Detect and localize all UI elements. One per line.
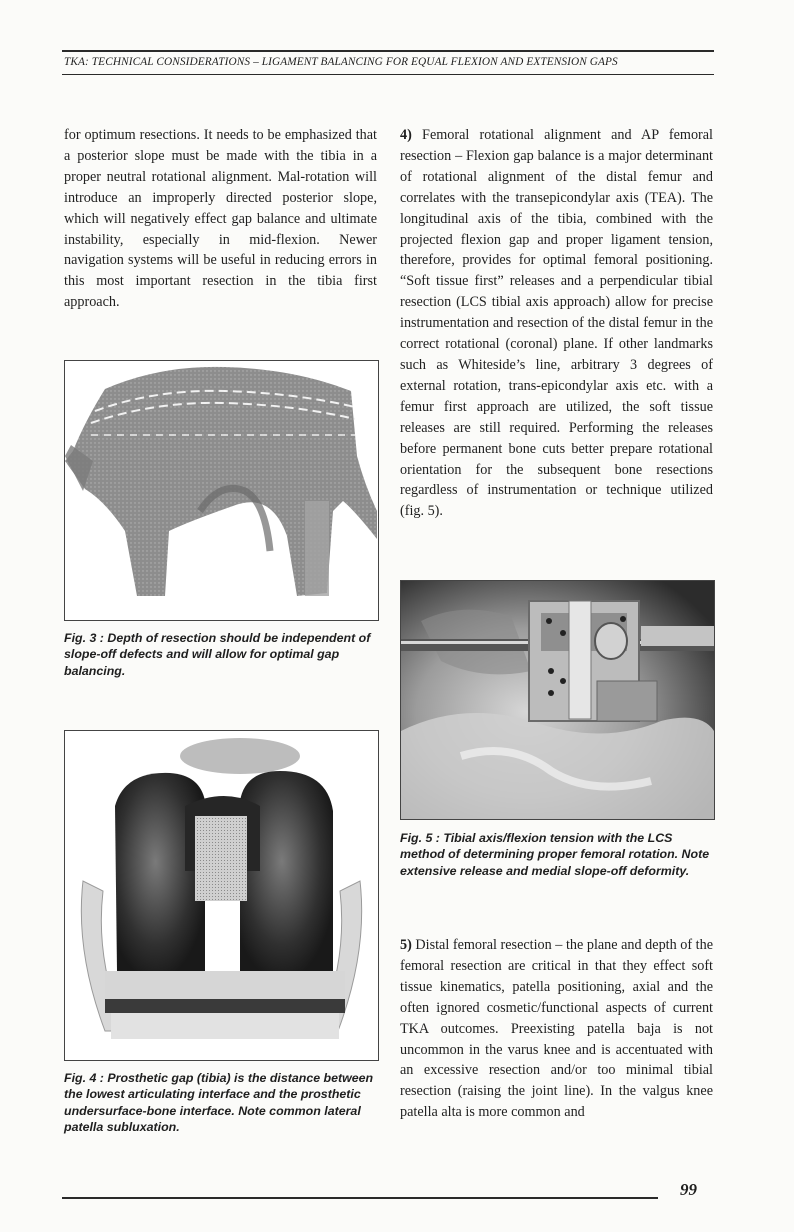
figure-5-image [400, 580, 715, 820]
footer-rule [62, 1197, 658, 1199]
paragraph-4-number: 4) [400, 127, 412, 143]
left-paragraph-1: for optimum resections. It needs to be emphasized that a posterior slope must be made with the tibia in a proper neutral rotational alignment. Mal-rotation will introduce an improperly directed posterior slope, which will negatively effect gap balance and ultimate instability, especially in mid-flexion. Newer navigation systems will be useful in reducing errors in this most important resection in the tibia first approach. [64, 127, 377, 311]
right-paragraph-4 [400, 125, 713, 522]
figure-5-caption: Fig. 5 : Tibial axis/flexion tension with the LCS method of determining proper femoral rotation. Note extensive release and medial slope-off deformity. [400, 831, 710, 878]
page-number: 99 [680, 1180, 697, 1199]
paragraph-4-text: Femoral rotational alignment and AP femoral resection – Flexion gap balance is a major determinant of rotational alignment of the distal femur and correlates with the transepicondylar axis (TEA). The longitudinal axis of the tibia, combined with the projected flexion gap and proper ligament tension, therefore, provides for optimal femoral positioning. “Soft tissue first” releases and a perpendicular tibial resection (LCS tibial axis approach) allow for precise instrumentation and resection of the distal femur in the correct rotational (coronal) plane. If other landmarks such as Whiteside’s line, arbitrary 3 degrees of external rotation, trans-epicondylar axis etc. with a femur first approach are utilized, the soft tissue releases are still required. Performing the releases before permanent bone cuts better prepare rotational orientation for the subsequent bone resections regardless of instrumentation or technique utilized (fig. 5). [400, 127, 713, 520]
paragraph-5-number: 5) [400, 937, 412, 953]
figure-3-caption: Fig. 3 : Depth of resection should be independent of slope-off defects and will allow for optimal gap balancing. [64, 631, 371, 678]
header-rule-bottom [62, 74, 714, 75]
figure-4-image [64, 730, 379, 1061]
figure-3-image [64, 360, 379, 621]
running-header: TKA: TECHNICAL CONSIDERATIONS – LIGAMENT BALANCING FOR EQUAL FLEXION AND EXTENSION GAPS [64, 56, 618, 68]
header-rule-top [62, 50, 714, 52]
paragraph-5-text: Distal femoral resection – the plane and depth of the femoral resection are critical in that they effect soft tissue kinematics, patella positioning, axial and the often ignored cosmetic/functional aspects of current TKA outcomes. Preexisting patella baja is not uncommon in the varus knee and is accentuated with an excessive resection and/or too minimal tibial resection (raising the joint line). In the valgus knee patella alta is more common and [400, 937, 713, 1121]
right-paragraph-5 [400, 935, 713, 1123]
figure-4-caption: Fig. 4 : Prosthetic gap (tibia) is the distance between the lowest articulating interface and the prosthetic undersurface-bone interface. Note common lateral patella subluxation. [64, 1071, 374, 1135]
